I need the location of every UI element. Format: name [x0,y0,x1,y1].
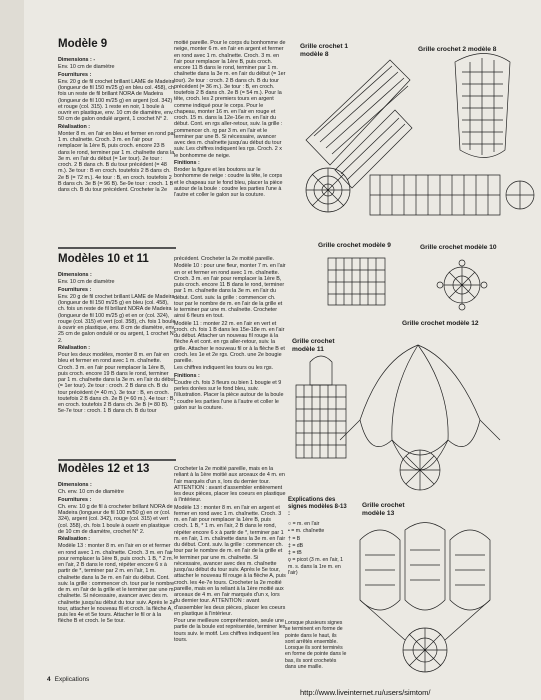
grid-label-2-model-8: Grille crochet 2 modèle 8 [418,46,497,53]
m12-supplies: Ch. env. 10 g de fil à crocheter brillant NORA de Madeira (longueur de fil 100 m/50 g) en or (col. 324), argent (col. 342), rouge (col. 315) et vert (col. 358), ch. fois 1 boule à ouvrir en plastique de 10 cm de diamètre, crochet N° 2. [58,503,173,535]
legend-item [288,557,348,576]
m9-supplies-label: Fournitures : [58,71,92,78]
diagram-model-11 [296,356,346,458]
snowman-instructions: moitié pareille. Pour le corps du bonhomme de neige, monter 6 m. en l'air en argent et fermer en rond avec 1 m. chaînette. Croch. 3 m. en l'air pour remplacer la 1ère B, puis croch. encore 11 B dans le rond, terminer par 1 m. chaînette dans la 3e m. en l'air du début (= 1er tour). 2e tour : croch. 2 B dans ch. B du tour précédent (= 36 m.). 3e tour : B, en croch. toutefois 2 B dans ch. 2e B (= 54 m.). Pour la tête, croch. les 2 premiers tours en argent comme indiqué pour le corps. Pour le chapeau, monter 16 m. en l'air en rouge et croch. 15 m. dans la 12e-16e m. en l'air du début. Cont. en rgs aller-retour, suiv. la grille : commencer ch. rg par 3 m. en l'air et le terminer par une B. Si nécessaire, avancer avec des m. chaînette jusqu'au début du tour suiv. Les chiffres indiquent les rgs. Croch. 2 x le bonhomme de neige. [174,40,286,159]
m10-supplies-label: Fournitures : [58,286,92,293]
grid-label-model-10: Grille crochet modèle 10 [420,244,497,251]
m10-instructions: Modèle 10 : pour une fleur, monter 7 m. en l'air en or et fermer en rond avec 1 m. chaînette. Croch. 3 m. en l'air pour remplacer la 1ère B, puis croch. encore 11 B dans le rond, terminer par 1 m. chaînette dans la 3e m. en l'air du début. Cont. suiv. la grille : commencer ch. tour par le nombre de m. en l'air de la grille et le terminer par une m. chaînette. Crocheter ainsi 6 fleurs en tout. [174,263,286,320]
legend-item [288,521,348,527]
legend-item [288,536,348,542]
m12-continued: Crocheter la 2e moitié pareille, mais en la reliant à la 1ère moitié aux arceaux de 4 m. en l'air marqués d'un x, lors du dernier tour. ATTENTION : avant d'assembler entièrement les deux pièces, placer les coeurs en plastique à l'intérieur. [174,466,286,504]
grid-label-model-9: Grille crochet modèle 9 [318,242,391,249]
model-12-13-title: Modèles 12 et 13 [58,463,150,475]
model-9-title: Modèle 9 [58,38,108,50]
m12-dimensions: Ch. env. 10 cm de diamètre [58,489,124,496]
m10-realisation: Pour les deux modèles, monter 8 m. en l'air en bleu et fermer en rond avec 1 m. chaînette. Croch. 3 m. en l'air pour remplacer la 1ère B, puis croch. encore 19 B dans le rond, terminer par 1 m. chaînette dans la 3e m. en l'air du début (= 1er tour). 2e tour : croch. 2 B dans ch. B du tour précédent (= 40 m.). 3e tour : B, en croch. toutefois 2 B dans ch. 2e B (= 60 m.). 4e tour : B, en croch. toutefois 2 B dans ch. 3e B (= 80 B). 5e-7e tour : croch. 1 B dans ch. B du tour [58,352,176,415]
treble-icon: † [288,535,293,542]
m10-dimensions: Env. 10 cm de diamètre [58,279,115,286]
legend-item [288,550,348,556]
grid-label-model-11: Grille crochet modèle 11 [292,338,335,353]
diagram-model-10 [437,260,487,310]
diagram-model-8-1 [306,60,412,212]
picot-icon: ϙ [288,557,293,564]
symbol-legend [288,497,348,577]
model-10-11-title: Modèles 10 et 11 [58,253,149,265]
m12-realisation-label: Réalisation : [58,536,91,542]
grid-label-model-13: Grille crochet modèle 13 [362,502,405,517]
m12-realisation: Modèle 13 : monter 8 m. en l'air en or et fermer en rond avec 1 m. chaînette. Croch. 3 m. en l'air pour remplacer la 1ère B, puis croch. 1 B, * 2 m. en l'air, 2 B dans le rond, répéter encore 6 x à partir de *, terminer par 2 m. en l'air, 1 m. chaînette dans la 3e m. en l'air du début. Cont. suiv. la grille : commencer ch. tour par le nombre de m. en l'air de la grille et le terminer par une m. chaînette. Si nécessaire, avancer avec des m. chaînette jusqu'au début du tour suiv. Après le 2e tour, attacher le nouveau fil et croch. la flèche A, puis les 4e et 5e tours. Attacher le fil or à la flèche B et croch. le 5e tour. [58,543,176,625]
grid-label-model-12: Grille crochet modèle 12 [402,320,479,327]
grid-label-1-model-8: Grille crochet 1 modèle 8 [300,43,349,58]
legend-title: Explications des signes modèles 8-13 : [288,497,347,517]
legend-slip-stitch: = m. chaînette [291,528,325,535]
m9-realisation: Monter 8 m. en l'air en bleu et fermer en rond par 1 m. chaînette. Croch. 3 m. en l'air pour remplacer la 1ère B, puis croch. encore 23 B dans le rond, terminer par 1 m. chaînette dans la 3e m. en l'air du début (= 1er tour). 2e tour : croch. 2 B dans ch. B du tour précédent (= 48 m.). 3e tour : B en croch. toutefois 2 B dans ch. 2e B (= 72 m.). 4e tour : B, en croch. toutefois 2 B dans ch. 3e B (= 96 B). 5e-9e tour : croch. 1 B dans ch. B du tour précédent. Crocheter la 2e [58,130,176,193]
m9-dimensions: Env. 10 cm de diamètre [58,64,115,71]
watermark-url: http://www.liveinternet.ru/users/simtom/ [300,688,431,697]
legend-item [288,543,348,549]
legend-note: Lorsque plusieurs signes se terminent en forme de pointe dans le haut, ils sont arrêtés ensemble. Lorsque ils sont terminés en forme de pointe dans le bas, ils sont crochetés dans une maille. [285,620,347,671]
m13-note: Pour une meilleure compréhension, seule une partie de la boule est représentée, terminer les tours suiv. le motif. Les chiffres indiquent les tours. [174,618,286,643]
finishing-text-2: Coudre ch. fois 3 fleurs ou bien 1 bougie et 9 perles dorées sur le fond bleu, suiv. l'illustration. Placer la pièce autour de la boule ; coudre les parties l'une à l'autre et coller le galon sur la couture. [174,379,284,411]
double-treble-icon: ‡ [288,542,293,549]
page-footer [47,676,89,683]
m10-dimensions-label: Dimensions : [58,272,92,278]
m11-instructions: Modèle 11 : monter 22 m. en l'air en vert et croch. ch. fois 1 B dans les 15e-18e m. en l'air du début. Attacher un nouveau fil rouge à la flèche A et cont. en rgs aller-retour, suiv. la grille. Attacher le nouveau fil or à la flèche B et croch. les 1e et 2e rgs. Croch. une 2e bougie pareille. [174,320,285,364]
legend-b: = B [292,535,301,542]
chain-icon: ○ [288,521,293,527]
diagram-model-12 [340,345,500,490]
m9-dimensions-label: Dimensions : - [58,57,96,63]
m12-supplies-label: Fournitures : [58,496,92,503]
legend-db: = dB [292,542,304,549]
footer-section: Explications [54,676,90,683]
m9-supplies: Env. 20 g de fil crochet brillant LAME de Madeira (longueur de fil 150 m/25 g) en bleu col. 458), ch. fois un reste de fil brillant NORA de Madeira (longueur de fil 100 m/25 g) en argent (col. 342) et rouge (col. 315). 1 reste en noir, 1 boule à ouvrir en plastique, env. 10 cm de diamètre, env. 50 cm de galon ondulé argent, 1 crochet N° 2. [58,78,176,123]
legend-item [288,528,348,534]
m9-realisation-label: Réalisation : [58,123,91,130]
finishing-text: Broder la figure et les boutons sur le bonhomme de neige : coudre la tête, le corps et le chapeau sur le fond bleu, placer la pièce autour de la boule : coudre les parties l'une à l'autre et coller le galon sur la couture. [174,167,283,198]
triple-treble-icon: ‡ [288,550,293,557]
m11-note: Les chiffres indiquent les tours ou les rgs. [174,365,274,372]
slip-stitch-icon: • [288,528,292,535]
m10-supplies: Env. 20 g de fil crochet brillant LAME de Madeira (longueur de fil 150 m/25 g) en bleu (col. 458), ch. fois un reste de fil brillant NORA de Madeira (longueur de fil 100 m/25 g) et en or (col. 324), rouge (col. 315) et vert (col. 358), ch. fois 1 boule à ouvrir en plastique, env. 8 cm de diamètre, env. 25 cm de galon ondulé or ou argent, 1 crochet N° 2. [58,293,176,344]
page-number: 4 [47,676,51,683]
finishing-label: Finitions : [174,159,200,166]
m12-dimensions-label: Dimensions : [58,482,92,488]
m10-realisation-label: Réalisation : [58,344,91,351]
finishing-label-2: Finitions : [174,372,200,379]
m13-instructions: Modèle 13 : monter 8 m. en l'air en argent et fermer en rond avec 1 m. chaînette. Croch. 3 m. en l'air pour remplacer la 1ère B, puis croch. 1 B, * 1 m. en l'air, 2 B dans le rond, répéter encore 6 x à partir de *, terminer par 1 m. en l'air, 1 m. chaînette dans la 3e m. en l'air du début. Cont. suiv. la grille : commencer ch. tour par le nombre de m. en l'air de la grille et le terminer par une m. chaînette. Si nécessaire, avancer avec des m. chaînette jusqu'au début du tour suiv. Après le 5e tour, attacher le nouveau fil rouge à la flèche A, puis croch. les 4e-7e tours. Crocheter la 2e moitié pareille, mais en la reliant à la 1ère moitié aux arceaux de 4 m. en l'air marqués d'un x, lors du dernier tour. ATTENTION : avant d'assembler les deux pièces, placer les coeurs en plastique à l'intérieur. [174,504,286,617]
diagram-model-9 [328,258,385,305]
m10-continued: précédent. Crocheter la 2e moitié pareille. [174,256,275,262]
legend-picot: = picot (3 m. en l'air, 1 m. s. dans la 1re m. en l'air) [288,557,344,577]
legend-chain: = m. en l'air [292,521,320,527]
legend-tb: = tB [292,550,302,557]
diagram-model-13 [360,523,490,673]
